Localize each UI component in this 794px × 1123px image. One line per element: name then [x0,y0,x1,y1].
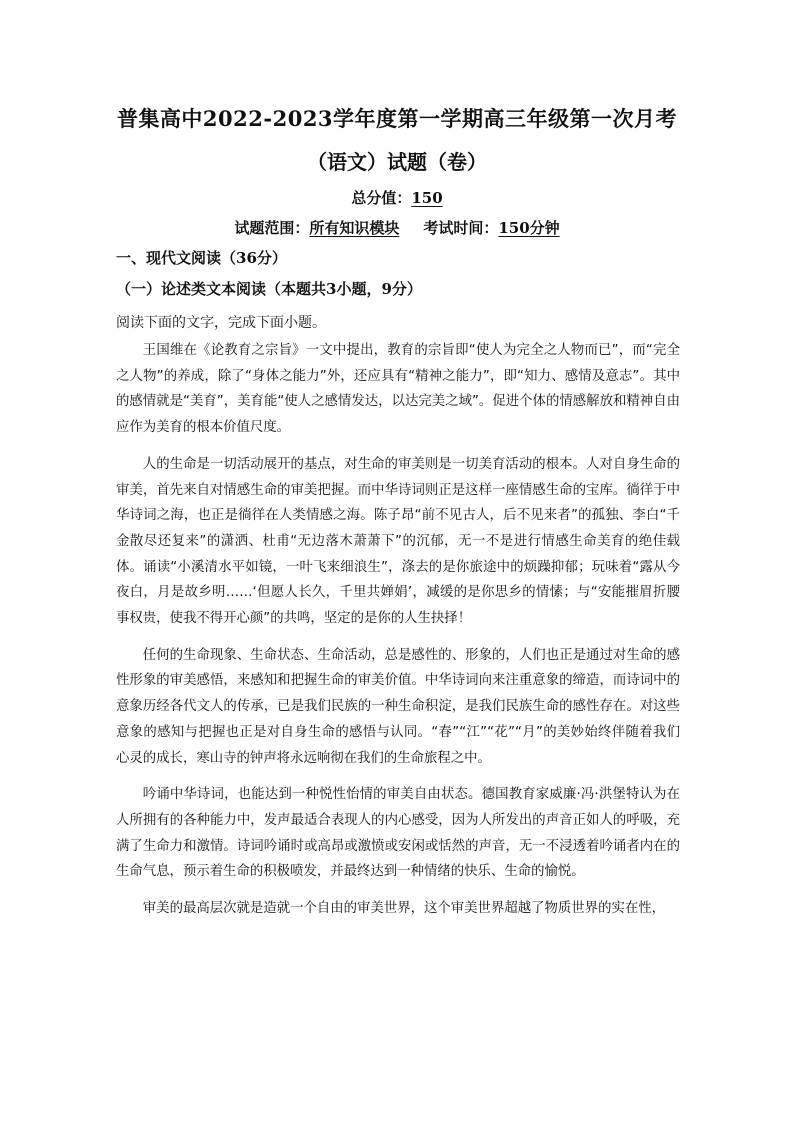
passage-paragraph-3: 任何的生命现象、生命状态、生命活动，总是感性的、形象的，人们也正是通过对生命的感性形象的审美感悟，来感知和把握生命的审美价值。中华诗词向来注重意象的缔造，而诗词中的意象历经各代文人的传承，已是我们民族的一种生命积淀，是我们民族生命的感性存在。对这些意象的感知与把握也正是对自身生命的感悟与认同。“春”“江”“花”“月”的美妙始终伴随着我们心灵的成长，寒山寺的钟声将永远响彻在我们的生命旅程之中。 [116,647,680,766]
score-label: 总分值： [351,189,412,207]
reading-passage [116,338,680,933]
reading-instruction: 阅读下面的文字，完成下面小题。 [116,315,326,331]
section-heading-part1: 一、现代文阅读（36分） [116,249,287,267]
passage-paragraph-1: 王国维在《论教育之宗旨》一文中提出，教育的宗旨即“使人为完全之人物而已”，而“完全之人物”的养成，除了“身体之能力”外，还应具有“精神之能力”，即“知力、感情及意志”。其中的感情就是“美育”，美育能“使人之感情发达，以达完美之域”。促进个体的情感解放和精神自由应作为美育的根本价值尺度。 [116,343,680,436]
section-heading-sub1: （一）论述类文本阅读（本题共3小题，9分） [116,280,422,298]
time-label: 考试时间： [423,219,499,237]
total-score [0,187,794,208]
score-value: 150 [411,189,443,207]
exam-subtitle: （语文）试题（卷） [307,150,487,174]
scope-value: 所有知识模块 [309,219,400,237]
scope-label: 试题范围： [234,219,310,237]
passage-paragraph-4: 吟诵中华诗词，也能达到一种悦性怡情的审美自由状态。德国教育家威廉·冯·洪堡特认为在人所拥有的各种能力中，发声最适合表现人的内心感受，因为人所发出的声音正如人的呼吸，充满了生命力和激情。诗词吟诵时或高昂或激愤或安闲或恬然的声音，无一不浸透着吟诵者内在的生命气息，预示着生命的积极喷发，并最终达到一种情绪的快乐、生命的愉悦。 [116,787,680,880]
passage-paragraph-2: 人的生命是一切活动展开的基点，对生命的审美则是一切美育活动的根本。人对自身生命的审美，首先来自对情感生命的审美把握。而中华诗词则正是这样一座情感生命的宝库。徜徉于中华诗词之海，也正是徜徉在人类情感之海。陈子昂“前不见古人，后不见来者”的孤独、李白“千金散尽还复来”的潇洒、杜甫“无边落木萧萧下”的沉郁，无一不是进行情感生命美育的绝佳载体。诵读“小溪清水平如镜，一叶飞来细浪生”，涤去的是你旅途中的烦躁抑郁；玩味着“露从今夜白，月是故乡明……‘但愿人长久，千里共婵娟’，减缓的是你思乡的情愫；与“安能摧眉折腰事权贵，使我不得开心颜”的共鸣，坚定的是你的人生抉择！ [116,456,680,627]
exam-title: 普集高中2022-2023学年度第一学期高三年级第一次月考 [116,106,678,131]
exam-meta [0,217,794,238]
passage-paragraph-5: 审美的最高层次就是造就一个自由的审美世界，这个审美世界超越了物质世界的实在性， [142,901,666,917]
time-value: 150分钟 [498,219,560,237]
